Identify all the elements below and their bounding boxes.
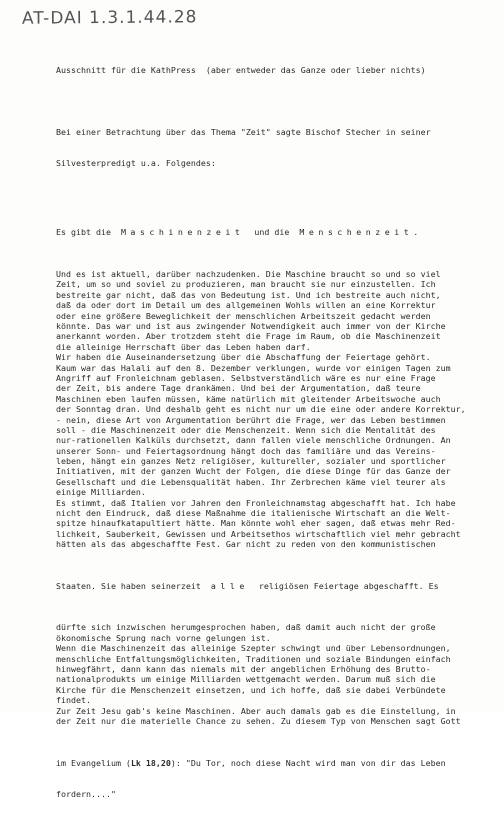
final-line: fordern...."	[56, 788, 116, 799]
text-line: Initiativen, mit der ganzen Wucht der Folgen, die diese Dinge für das Ganze der	[56, 466, 451, 477]
bible-reference: Lk 18,20	[130, 757, 171, 768]
text-line: nationalprodukts um einige Milliarden wettgemacht werden. Darum muß sich die	[56, 674, 436, 685]
spaced-word-maschinenzeit: Maschinenzeit	[120, 227, 245, 238]
text-line: soll - die Maschinenzeit oder die Menschenzeit. Wenn sich die Mentalität des	[56, 424, 436, 435]
spaced-word-menschenzeit: Menschenzeit.	[299, 227, 423, 238]
paragraph-start	[56, 227, 496, 237]
intro-line-1: Bei einer Betrachtung über das Thema "Zeit" sagte Bischof Stecher in seiner	[56, 126, 431, 137]
text-line: anerkannt worden. Aber trotzdem steht die Frage im Raum, ob die Maschinenzeit	[56, 331, 441, 342]
text-line: der Sonntag dran. Und deshalb geht es nicht nur um die eine oder andere Korrektur,	[56, 404, 466, 415]
document-body	[56, 44, 496, 820]
text-segment: Es gibt die	[56, 227, 121, 238]
text-line: dürfte sich inzwischen herumgesprochen haben, daß damit auch nicht der große	[56, 622, 436, 633]
text-segment: im Evangelium (	[56, 757, 131, 768]
text-line: Und es ist aktuell, darüber nachzudenken. Die Maschine braucht so und so viel	[56, 269, 441, 280]
text-line: Wenn die Maschinenzeit das alleinige Szepter schwingt und über Lebensordnungen,	[56, 643, 451, 654]
text-line: hätten als das abgeschaffte Fest. Gar nicht zu reden von den kommunistischen	[56, 539, 436, 550]
text-line: die alleinige Herrschaft über das Leben haben darf.	[56, 341, 311, 352]
intro-line-2: Silvesterpredigt u.a. Folgendes:	[56, 158, 216, 169]
text-segment: religiösen Feiertage abgeschafft. Es	[248, 580, 439, 591]
text-line: spitze hinaufkatapultiert hätte. Man könnte wohl eher sagen, daß etwas mehr Red-	[56, 518, 456, 529]
text-line: der Zeit nur die materielle Chance zu sehen. Zu diesem Typ von Menschen sagt Gott	[56, 715, 461, 726]
text-line: Angriff auf Fronleichnam geblasen. Selbstverständlich wäre es nur eine Frage	[56, 372, 436, 383]
text-line: Kaum war das Halali auf den 8. Dezember verklungen, wurde vor einigen Tagen zum	[56, 362, 451, 373]
text-line: lichkeit, Sauberkeit, Gewissen und Arbeitsethos wirtschaftlich viel mehr gebracht	[56, 528, 461, 539]
text-line: menschliche Entfaltungsmöglichkeiten, Traditionen und soziale Bindungen einfach	[56, 653, 451, 664]
text-line: unserer Sonn- und Feiertagsordnung hängt doch das familiäre und das Vereins-	[56, 445, 436, 456]
text-block-2	[56, 622, 496, 726]
text-line: Maschinen eben laufen müssen, käme natürlich mit gleitender Arbeitswoche auch	[56, 393, 441, 404]
text-line: Es stimmt, daß Italien vor Jahren den Fronleichnamstag abgeschafft hat. Ich habe	[56, 497, 456, 508]
text-line: nicht den Eindruck, daß diese Maßnahme die italienische Wirtschaft an die Welt-	[56, 508, 451, 519]
text-line: - nein, diese Art von Argumentation berührt die Frage, wer das Leben bestimmen	[56, 414, 446, 425]
handwritten-archive-id: AT-DAI 1.3.1.44.28	[21, 7, 198, 29]
text-block-1	[56, 269, 496, 550]
text-line: findet.	[56, 695, 91, 706]
text-segment: und die	[244, 227, 300, 238]
text-line: Gesellschaft und die Lebensqualität haben. Ihr Zerbrechen käme viel teurer als	[56, 476, 446, 487]
line-bible-reference	[56, 758, 496, 768]
text-line: Zeit, um so und soviel zu produzieren, man braucht sie nur einzustellen. Ich	[56, 279, 436, 290]
text-line: leben, hängt ein ganzes Netz religiöser, kultureller, sozialer und sportlicher	[56, 456, 446, 467]
text-segment: Staaten. Sie haben seinerzeit	[56, 580, 211, 591]
text-segment: ): "Du Tor, noch diese Nacht wird man von dir das Leben	[170, 757, 446, 768]
text-line: nur-rationellen Kalküls durchsetzt, dann fallen viele menschliche Ordnungen. An	[56, 435, 451, 446]
text-line: Wir haben die Auseinandersetzung über die Abschaffung der Feiertage gehört.	[56, 352, 431, 363]
text-line: daß da oder dort im Detail um des allgemeinen Wohls willen an eine Korrektur	[56, 300, 436, 311]
text-line: ökonomische Sprung nach vorne gelungen ist.	[56, 632, 271, 643]
text-line: Kirche für die Menschenzeit einsetzen, und ich hoffe, daß sie dabei Verbündete	[56, 684, 446, 695]
text-line: Zur Zeit Jesu gab's keine Maschinen. Aber auch damals gab es die Einstellung, in	[56, 705, 456, 716]
text-line: könnte. Das war und ist aus zwingender Notwendigkeit auch immer von der Kirche	[56, 321, 446, 332]
text-line: bestreite gar nicht, daß das von Bedeutung ist. Und ich bestreite auch nicht,	[56, 289, 441, 300]
text-line: einige Milliarden.	[56, 487, 146, 498]
text-line: hinwegfährt, dann kann das niemals mit der angeblichen Erhöhung des Brutto-	[56, 664, 431, 674]
intro-note: Ausschnitt für die KathPress (aber entweder das Ganze oder lieber nichts)	[56, 64, 426, 75]
spaced-word-alle: alle	[210, 580, 249, 591]
line-spaced-alle	[56, 581, 496, 591]
text-line: oder eine größere Beweglichkeit der menschlichen Arbeitszeit gedacht werden	[56, 310, 431, 321]
text-line: der Zeit, bis andere Tage drankämen. Und bei der Argumentation, daß teure	[56, 383, 421, 394]
